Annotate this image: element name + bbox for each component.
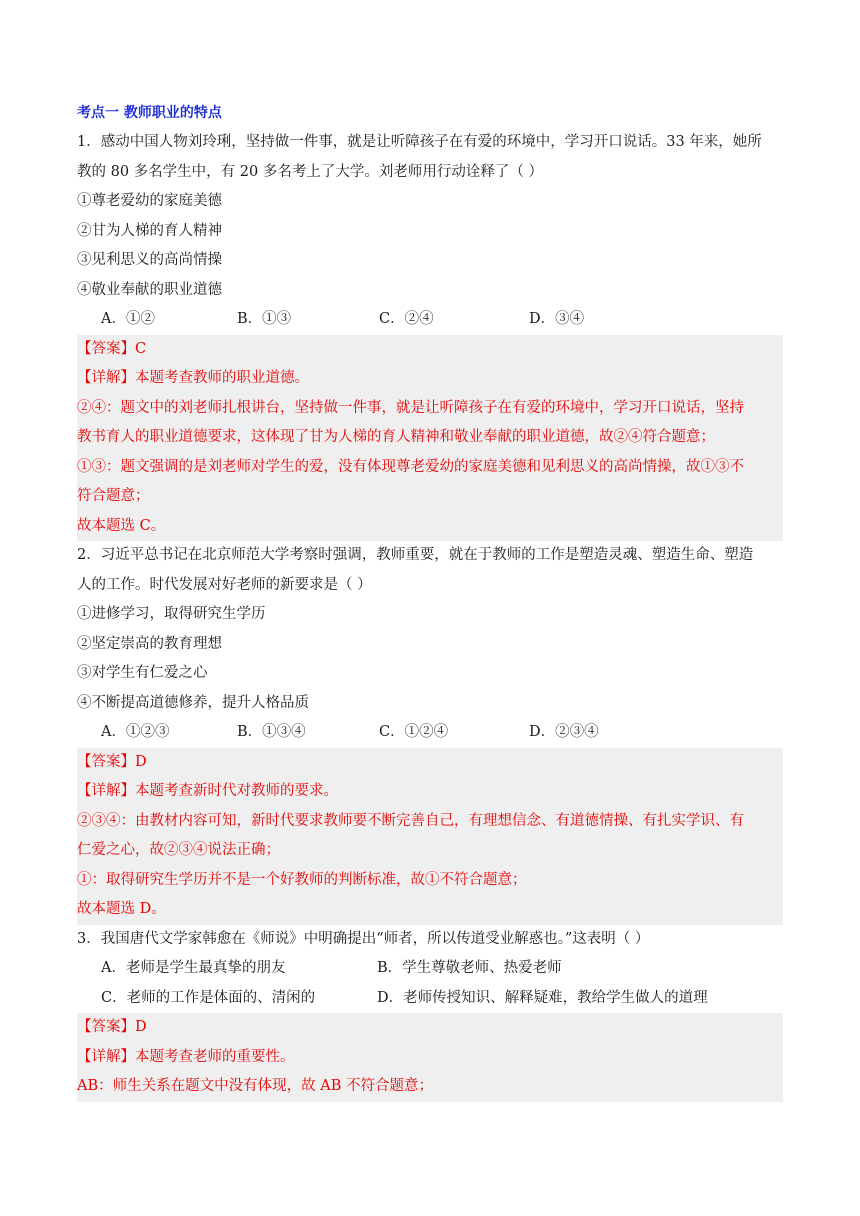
- document-content: [77, 99, 783, 1102]
- option-d: D．③④: [529, 311, 585, 327]
- detail-line: 【详解】本题考查教师的职业道德。: [77, 370, 309, 386]
- detail-line: AB：师生关系在题文中没有体现，故 AB 不符合题意；: [77, 1078, 433, 1094]
- question-1: [77, 128, 783, 541]
- detail-line: ①：取得研究生学历并不是一个好教师的判断标准，故①不符合题意；: [77, 871, 527, 888]
- detail-line: 仁爱之心，故②③④说法正确；: [77, 842, 280, 858]
- option-d: D．②③④: [529, 724, 599, 740]
- detail-line: 教书育人的职业道德要求，这体现了甘为人梯的育人精神和敬业奉献的职业道德，故②④符合题意；: [77, 429, 715, 445]
- statement-item: ①尊老爱幼的家庭美德: [77, 193, 222, 209]
- option-a: A．①②: [101, 311, 155, 327]
- option-c: C．①②④: [379, 724, 449, 740]
- detail-line: 故本题选 C。: [77, 517, 166, 534]
- detail-line: 符合题意；: [77, 488, 150, 504]
- statement-item: ②坚定崇高的教育理想: [77, 635, 222, 652]
- option-a: A．①②③: [101, 724, 170, 740]
- statement-item: ③对学生有仁爱之心: [77, 665, 208, 681]
- option-c: C．老师的工作是体面的、清闲的: [101, 989, 316, 1006]
- statement-item: ①进修学习，取得研究生学历: [77, 606, 266, 622]
- answer-explanation-block: [77, 335, 783, 542]
- question-stem-line: 1．感动中国人物刘玲琍，坚持做一件事，就是让听障孩子在有爱的环境中，学习开口说话。33 年来，她所: [77, 134, 762, 150]
- answer-label: 【答案】C: [77, 340, 147, 357]
- question-2: [77, 541, 783, 925]
- option-a: A．老师是学生最真挚的朋友: [101, 960, 286, 976]
- option-b: B．学生尊敬老师、热爱老师: [377, 960, 562, 976]
- answer-options-row: [77, 954, 783, 984]
- detail-line: 故本题选 D。: [77, 901, 166, 917]
- section-heading: 考点一 教师职业的特点: [77, 105, 222, 121]
- detail-line: 【详解】本题考查老师的重要性。: [77, 1048, 295, 1065]
- answer-explanation-block: [77, 1013, 783, 1102]
- detail-line: ②④：题文中的刘老师扎根讲台，坚持做一件事，就是让听障孩子在有爱的环境中，学习开口说话，坚持: [77, 399, 744, 416]
- option-c: C．②④: [379, 311, 434, 327]
- option-b: B．①③④: [237, 724, 306, 740]
- answer-options-row: [77, 984, 783, 1014]
- question-stem-line: 3．我国唐代文学家韩愈在《师说》中明确提出“师者，所以传道受业解惑也。”这表明（ ）: [77, 930, 650, 947]
- answer-options: [77, 305, 783, 335]
- option-b: B．①③: [237, 311, 292, 327]
- detail-line: 【详解】本题考查新时代对教师的要求。: [77, 783, 338, 799]
- option-d: D．老师传授知识、解释疑难，教给学生做人的道理: [377, 989, 708, 1006]
- detail-line: ①③：题文强调的是刘老师对学生的爱，没有体现尊老爱幼的家庭美德和见利思义的高尚情操，故①③不: [77, 458, 744, 475]
- answer-options: [77, 718, 783, 748]
- statement-item: ②甘为人梯的育人精神: [77, 222, 222, 239]
- answer-label: 【答案】D: [77, 753, 147, 770]
- statement-item: ③见利思义的高尚情操: [77, 252, 222, 268]
- question-stem-line: 教的 80 多名学生中，有 20 多名考上了大学。刘老师用行动诠释了（ ）: [77, 163, 543, 180]
- answer-explanation-block: [77, 748, 783, 925]
- question-stem-line: 人的工作。时代发展对好老师的新要求是（ ）: [77, 576, 372, 593]
- question-stem-line: 2．习近平总书记在北京师范大学考察时强调，教师重要，就在于教师的工作是塑造灵魂、塑造生命、塑造: [77, 547, 754, 563]
- statement-item: ④不断提高道德修养，提升人格品质: [77, 694, 309, 711]
- statement-item: ④敬业奉献的职业道德: [77, 281, 222, 298]
- detail-line: ②③④：由教材内容可知，新时代要求教师要不断完善自己，有理想信念、有道德情操、有扎实学识、有: [77, 812, 744, 829]
- question-3: [77, 925, 783, 1102]
- answer-label: 【答案】D: [77, 1019, 147, 1035]
